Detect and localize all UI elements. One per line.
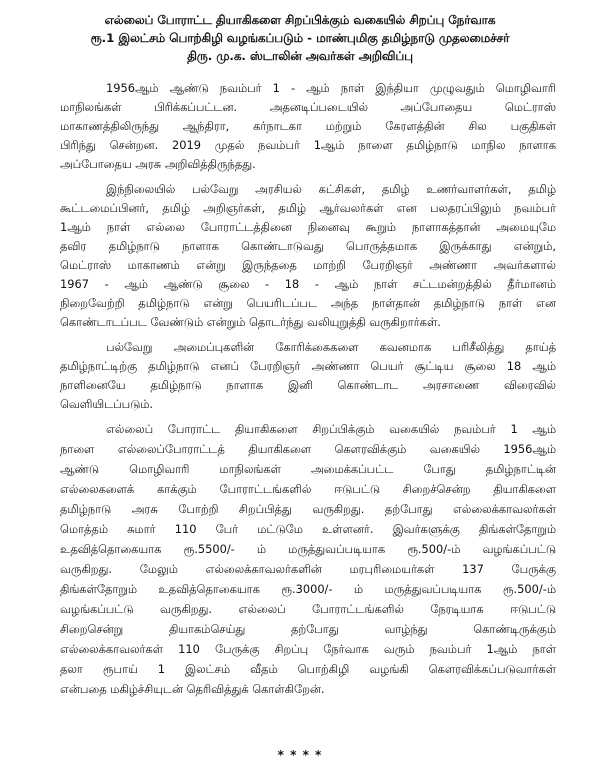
paragraph-3-line: நாளினையே தமிழ்நாடு நாளாக இனி கொண்டாட அரசாணை விரைவில் xyxy=(60,378,556,392)
paragraph-1-line: 1956ஆம் ஆண்டு நவம்பர் 1 - ஆம் நாள் இந்தியா முழுவதும் மொழிவாரி xyxy=(106,81,556,95)
paragraph-4-line: நாளை எல்லைப்போராட்டத் தியாகிகளை கௌரவிக்கும் வகையில் 1956ஆம் xyxy=(60,442,556,456)
paragraph-3-line: பல்வேறு அமைப்புகளின் கோரிக்கைகளை கவனமாக பரிசீலித்து தாய்த் xyxy=(106,340,556,354)
end-mark: * * * * xyxy=(277,748,323,762)
paragraph-1-line: அப்போதைய அரசு அறிவித்திருந்தது. xyxy=(60,157,256,171)
paragraph-3-line: தமிழ்நாட்டிற்கு தமிழ்நாடு எனப் பேரறிஞர் அண்ணா பெயர் சூட்டிய சூலை 18 ஆம் xyxy=(60,359,556,373)
paragraph-2-line: 1967 - ஆம் ஆண்டு சூலை - 18 - ஆம் நாள் சட்டமன்றத்தில் தீர்மானம் xyxy=(60,277,556,291)
paragraph-4-line: எல்லைகளைக் காக்கும் போராட்டங்களில் ஈடுபட்டு சிறைச்சென்ற தியாகிகளை xyxy=(60,482,556,496)
paragraph-4-line: உதவித்தொகையாக ரூ.5500/- ம் மருத்துவப்படியாக ரூ.500/-ம் வழங்கப்பட்டு xyxy=(60,542,556,556)
paragraph-4-line: சிறைசென்று தியாகம்செய்து தற்போது வாழ்ந்து கொண்டிருக்கும் xyxy=(60,622,556,636)
paragraph-4-line: எல்லைக்காவலர்கள் 110 பேருக்கு சிறப்பு நேர்வாக வரும் நவம்பர் 1ஆம் நாள் xyxy=(60,642,556,656)
paragraph-1-line: மாகாணத்திலிருந்து ஆந்திரா, கர்நாடகா மற்றும் கேரளத்தின் சில பகுதிகள் xyxy=(60,119,556,133)
paragraph-4-line: தலா ரூபாய் 1 இலட்சம் வீதம் பொற்கிழி வழங்கி கௌரவிக்கப்படுவார்கள் xyxy=(60,662,556,676)
paragraph-3-line: வெளியிடப்படும். xyxy=(60,397,154,411)
paragraph-4-line: தமிழ்நாடு அரசு போற்றி சிறப்பித்து வருகிறது. தற்போது எல்லைக்காவலர்கள் xyxy=(60,502,556,516)
paragraph-4-line: எல்லைப் போராட்ட தியாகிகளை சிறப்பிக்கும் வகையில் நவம்பர் 1 ஆம் xyxy=(106,422,556,436)
paragraph-2-line: கொண்டாடப்பட வேண்டும் என்றும் தொடர்ந்து வலியுறுத்தி வருகிறார்கள். xyxy=(60,315,441,329)
paragraph-4-line: வழங்கப்பட்டு வருகிறது. எல்லைப் போராட்டங்களில் நேரடியாக ஈடுபட்டு xyxy=(60,602,556,616)
paragraph-4-line: வருகிறது. மேலும் எல்லைக்காவலர்களின் மரபுரிமையர்கள் 137 பேருக்கு xyxy=(60,562,556,576)
paragraph-4-line: மொத்தம் சுமார் 110 பேர் மட்டுமே உள்ளனர். இவர்களுக்கு திங்கள்தோறும் xyxy=(60,522,556,536)
paragraph-2-line: இந்நிலையில் பல்வேறு அரசியல் கட்சிகள், தமிழ் உணர்வாளர்கள், தமிழ் xyxy=(106,182,556,196)
paragraph-1-line: பிரிந்து சென்றன. 2019 முதல் நவம்பர் 1ஆம் நாளை தமிழ்நாடு மாநில நாளாக xyxy=(60,138,556,152)
paragraph-2-line: தவிர தமிழ்நாடு நாளாக கொண்டாடுவது பொருத்தமாக இருக்காது என்றும், xyxy=(60,239,556,253)
paragraph-2-line: 1ஆம் நாள் எல்லை போராட்டத்தினை நினைவு கூறும் நாளாகத்தான் அமையுமே xyxy=(60,220,556,234)
paragraph-4-line: என்பதை மகிழ்ச்சியுடன் தெரிவித்துக் கொள்கிறேன். xyxy=(60,682,325,696)
paragraph-4-line: திங்கள்தோறும் உதவித்தொகையாக ரூ.3000/- ம் மருத்துவப்படியாக ரூ.500/-ம் xyxy=(60,582,556,596)
title-line-3: திரு. மு.க. ஸ்டாலின் அவர்கள் அறிவிப்பு xyxy=(187,49,413,63)
paragraph-1-line: மாநிலங்கள் பிரிக்கப்பட்டன. அதனடிப்படையில் அப்போதைய மெட்ராஸ் xyxy=(60,100,556,114)
paragraph-2-line: நிறைவேற்றி தமிழ்நாடு என்று பெயரிடப்பட அந்த நாள்தான் தமிழ்நாடு நாள் என xyxy=(60,296,556,310)
title-line-1: எல்லைப் போராட்ட தியாகிகளை சிறப்பிக்கும் வகையில் சிறப்பு நேர்வாக xyxy=(104,13,496,27)
paragraph-2-line: கூட்டமைப்பினர், தமிழ் அறிஞர்கள், தமிழ் ஆர்வலர்கள் என பலதரப்பிலும் நவம்பர் xyxy=(60,201,556,215)
title-line-2: ரூ.1 இலட்சம் பொற்கிழி வழங்கப்படும் - மாண்புமிகு தமிழ்நாடு முதலமைச்சர் xyxy=(90,31,510,45)
paragraph-4-line: ஆண்டு மொழிவாரி மாநிலங்கள் அமைக்கப்பட்ட போது தமிழ்நாட்டின் xyxy=(60,462,556,476)
paragraph-2-line: மெட்ராஸ் மாகாணம் என்று இருந்ததை மாற்றி பேரறிஞர் அண்ணா அவர்களால் xyxy=(60,258,556,272)
